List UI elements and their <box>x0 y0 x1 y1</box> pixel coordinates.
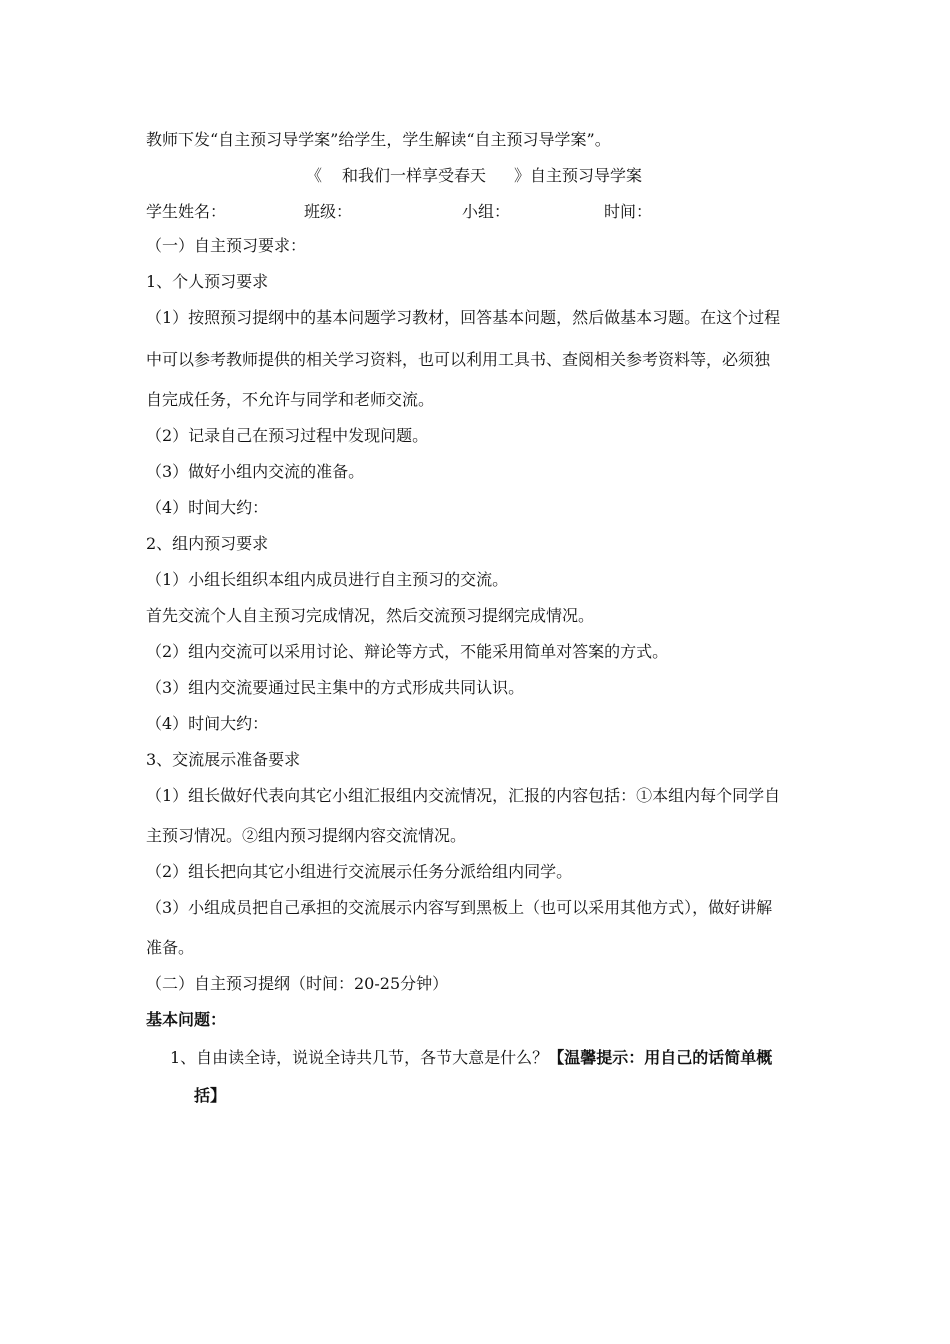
part-2-item-3: （3）组内交流要通过民主集中的方式形成共同认识。 <box>146 678 525 697</box>
time-label: 时间： <box>604 202 653 221</box>
question-1-hint: 【温馨提示：用自己的话简单概 <box>548 1048 773 1067</box>
group-label: 小组： <box>462 202 511 221</box>
question-1-text: 1、自由读全诗，说说全诗共几节，各节大意是什么？ <box>170 1048 549 1067</box>
part-3-heading: 3、交流展示准备要求 <box>146 750 301 769</box>
part-1-item-1-line-3: 自完成任务，不允许与同学和老师交流。 <box>146 390 435 409</box>
part-1-item-1-line-1: （1）按照预习提纲中的基本问题学习教材，回答基本问题，然后做基本习题。在这个过程 <box>146 308 781 327</box>
part-2-heading: 2、组内预习要求 <box>146 534 269 553</box>
title-open-bracket: 《 <box>306 166 323 185</box>
part-3-item-3-line-1: （3）小组成员把自己承担的交流展示内容写到黑板上（也可以采用其他方式），做好讲解 <box>146 898 773 917</box>
section-2-heading: （二）自主预习提纲（时间：20-25分钟） <box>146 974 449 993</box>
part-3-item-2: （2）组长把向其它小组进行交流展示任务分派给组内同学。 <box>146 862 573 881</box>
worksheet-title <box>306 166 642 186</box>
part-1-item-1-line-2: 中可以参考教师提供的相关学习资料，也可以利用工具书、查阅相关参考资料等，必须独 <box>146 350 771 369</box>
part-2-item-4: （4）时间大约： <box>146 714 269 733</box>
basic-questions-heading: 基本问题： <box>146 1010 227 1029</box>
class-label: 班级： <box>304 202 353 221</box>
title-lesson-name: 和我们一样享受春天 <box>342 166 487 185</box>
part-2-item-2: （2）组内交流可以采用讨论、辩论等方式，不能采用简单对答案的方式。 <box>146 642 669 661</box>
part-1-heading: 1、个人预习要求 <box>146 272 269 291</box>
title-suffix: 》自主预习导学案 <box>514 166 643 185</box>
question-1-hint-continued: 括】 <box>194 1086 227 1105</box>
section-1-heading: （一）自主预习要求： <box>146 236 307 255</box>
part-1-item-3: （3）做好小组内交流的准备。 <box>146 462 365 481</box>
part-2-item-1: （1）小组长组织本组内成员进行自主预习的交流。 <box>146 570 509 589</box>
part-3-item-1-line-1: （1）组长做好代表向其它小组汇报组内交流情况，汇报的内容包括：①本组内每个同学自 <box>146 786 781 805</box>
student-name-label: 学生姓名： <box>146 202 227 221</box>
intro-text: 教师下发“自主预习导学案”给学生，学生解读“自主预习导学案”。 <box>146 130 611 149</box>
part-1-item-2: （2）记录自己在预习过程中发现问题。 <box>146 426 429 445</box>
part-1-item-4: （4）时间大约： <box>146 498 269 517</box>
part-2-item-1-note: 首先交流个人自主预习完成情况，然后交流预习提纲完成情况。 <box>146 606 595 625</box>
part-3-item-3-line-2: 准备。 <box>146 938 195 957</box>
student-info-row <box>146 202 652 222</box>
part-3-item-1-line-2: 主预习情况。②组内预习提纲内容交流情况。 <box>146 826 467 845</box>
question-1 <box>170 1048 772 1068</box>
